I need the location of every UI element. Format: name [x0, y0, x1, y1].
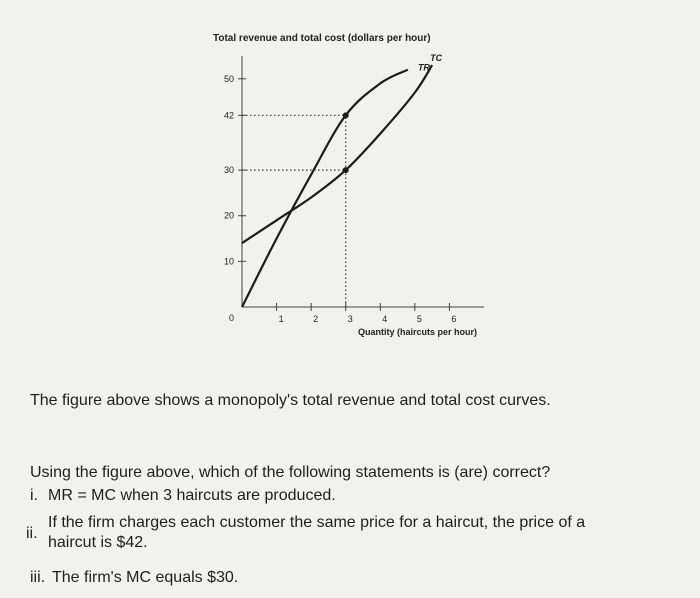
series-tc-label: TC — [430, 53, 443, 64]
statement-text: The firm's MC equals $30. — [52, 569, 239, 586]
x-tick-label: 5 — [416, 314, 422, 324]
x-tick-label: 1 — [278, 314, 284, 324]
y-tick-label: 10 — [223, 256, 234, 267]
question-stem: Using the figure above, which of the following statements is (are) correct? — [30, 464, 551, 481]
y-tick-label: 42 — [223, 110, 234, 121]
data-point — [343, 112, 349, 118]
x-tick-label: 3 — [347, 314, 353, 324]
series-tc-line — [242, 62, 432, 243]
statement-text: MR = MC when 3 haircuts are produced. — [48, 487, 336, 504]
x-axis-label: Quantity (haircuts per hour) — [358, 327, 478, 337]
statement-text: If the firm charges each customer the same price for a haircut, the price of a haircut is $42. — [48, 514, 586, 551]
series-tr-label: TR — [417, 62, 430, 73]
x-tick-label: 6 — [451, 314, 457, 324]
curves — [242, 53, 443, 307]
y-tick-label: 20 — [223, 210, 234, 221]
data-point — [343, 167, 349, 173]
statement-number: ii. — [26, 525, 38, 542]
y-tick-label: 50 — [223, 73, 234, 84]
chart-title: Total revenue and total cost (dollars per hour) — [213, 33, 431, 44]
question-intro: The figure above shows a monopoly's total revenue and total cost curves. — [30, 392, 551, 409]
origin-label: 0 — [228, 313, 234, 323]
x-tick-label: 4 — [382, 314, 388, 324]
axes — [242, 56, 484, 307]
y-tick-label: 30 — [223, 165, 234, 176]
statement-number: iii. — [30, 569, 46, 586]
statement-number: i. — [30, 487, 38, 504]
ticks — [224, 74, 456, 324]
x-tick-label: 2 — [313, 314, 319, 324]
